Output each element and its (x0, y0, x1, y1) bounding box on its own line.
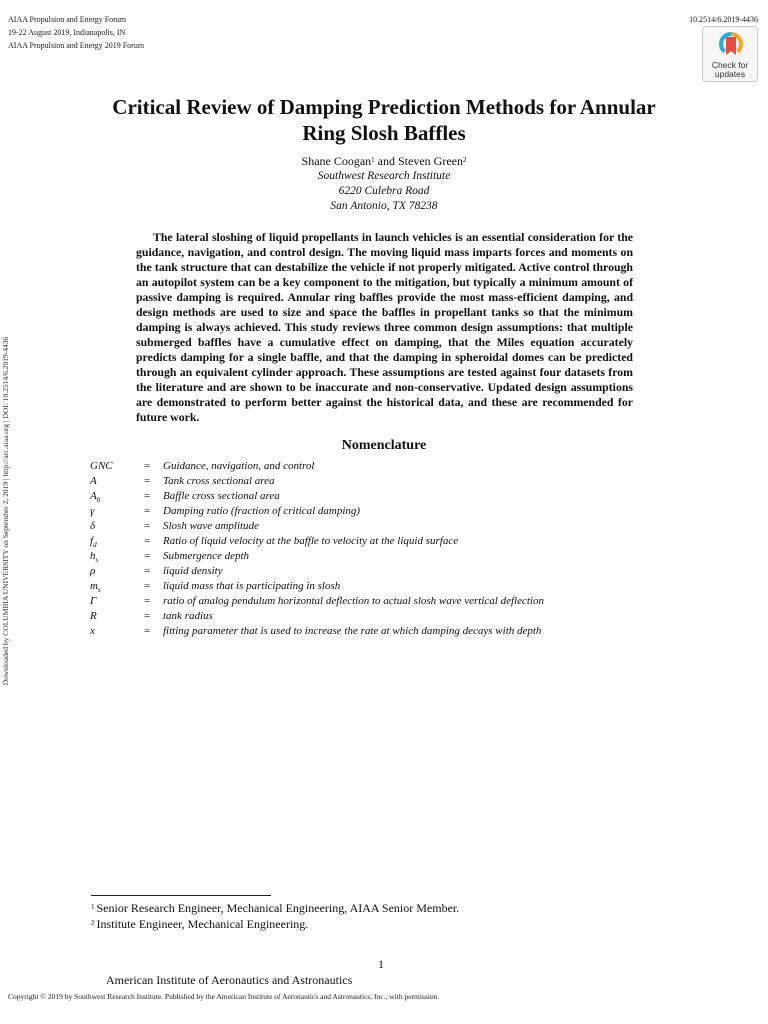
nomenclature-row (90, 459, 730, 474)
nomenclature-symbol-base: δ (90, 520, 96, 532)
nomenclature-definition: Tank cross sectional area (163, 475, 275, 487)
conference-dates: 19-22 August 2019, Indianapolis, IN (8, 28, 126, 37)
bookmark-icon (718, 31, 744, 59)
publisher-name: American Institute of Aeronautics and Astronautics (106, 973, 353, 987)
footnote-mark: 2 (91, 919, 95, 927)
author-joiner: and (377, 154, 395, 168)
nomenclature-equals: = (144, 475, 151, 487)
nomenclature-symbol (90, 504, 140, 519)
badge-label-line1: Check for (711, 60, 749, 70)
nomenclature-symbol-subscript: d (93, 541, 97, 550)
nomenclature-symbol-subscript: s (95, 556, 99, 565)
nomenclature-definition: fitting parameter that is used to increase the rate at which damping decays with depth (163, 625, 542, 637)
nomenclature-symbol-base: h (90, 550, 96, 562)
nomenclature-symbol (90, 594, 140, 609)
nomenclature-equals: = (144, 535, 151, 547)
affiliation (0, 169, 768, 214)
badge-label-line2: updates (714, 69, 746, 79)
nomenclature-symbol-base: Γ (90, 595, 97, 607)
author-2: Steven Green (398, 154, 463, 168)
affiliation-institution: Southwest Research Institute (317, 170, 451, 182)
nomenclature-equals: = (144, 595, 151, 607)
badge-label (703, 61, 757, 79)
nomenclature-equals: = (144, 580, 151, 592)
nomenclature-symbol (90, 459, 140, 474)
nomenclature-row (90, 549, 730, 564)
abstract: The lateral sloshing of liquid propellants in launch vehicles is an essential consideration for the guidance, navigation, and control design. The moving liquid mass imparts forces and moments on the tank structure that can destabilize the vehicle if not properly mitigated. Active control through an autopilot system can be a key component to the mitigation, but typically a minimum amount of passive damping is required. Annular ring baffles provide the most mass-efficient damping, and design methods are used to size and space the baffles in propellant tanks so that the minimum damping is always achieved. This study reviews three common design assumptions: that multiple submerged baffles have a cumulative effect on damping, that the Miles equation accurately predicts damping for a single baffle, and that the damping in spheroidal domes can be predicted through an equivalent cylinder approach. These assumptions are tested against four datasets from the literature and are shown to be inaccurate and non-conservative. Updated design assumptions are demonstrated to perform better against the historical data, and these are recommended for future work. (136, 230, 633, 424)
nomenclature-definition: liquid mass that is participating in slosh (163, 580, 341, 592)
nomenclature-equals: = (144, 460, 151, 472)
nomenclature-symbol-base: m (90, 580, 98, 592)
paper-title (64, 94, 704, 146)
nomenclature-row (90, 534, 730, 549)
copyright-notice: Copyright © 2019 by Southwest Research Institute. Published by the American Institute of Aeronautics and Astronautics, Inc., with permission. (8, 992, 440, 1001)
nomenclature-symbol-base: γ (90, 505, 95, 517)
nomenclature-row (90, 594, 730, 609)
nomenclature-definition: Guidance, navigation, and control (163, 460, 315, 472)
nomenclature-symbol (90, 474, 140, 489)
nomenclature-row (90, 504, 730, 519)
nomenclature-symbol-base: x (90, 625, 95, 637)
footnote-mark: 1 (91, 903, 95, 911)
nomenclature-row (90, 474, 730, 489)
footnote-2 (91, 917, 308, 932)
nomenclature-equals: = (144, 490, 151, 502)
nomenclature-definition: Slosh wave amplitude (163, 520, 259, 532)
nomenclature-symbol (90, 519, 140, 534)
nomenclature-definition: Submergence depth (163, 550, 250, 562)
nomenclature-symbol-base: R (90, 610, 97, 622)
nomenclature-symbol (90, 609, 140, 624)
nomenclature-row (90, 579, 730, 594)
conference-name: AIAA Propulsion and Energy Forum (8, 15, 127, 24)
authors (0, 153, 768, 169)
conference-forum: AIAA Propulsion and Energy 2019 Forum (8, 41, 145, 50)
nomenclature-symbol (90, 624, 140, 639)
nomenclature-equals: = (144, 505, 151, 517)
nomenclature-symbol-subscript: b (96, 496, 101, 505)
footnote-divider (91, 895, 271, 896)
doi-label[interactable]: 10.2514/6.2019-4436 (689, 15, 758, 24)
nomenclature-symbol-base: A (90, 475, 97, 487)
affiliation-street: 6220 Culebra Road (338, 185, 430, 197)
affiliation-city: San Antonio, TX 78238 (330, 200, 438, 212)
conference-header (8, 13, 144, 52)
download-stamp: Downloaded by COLUMBIA UNIVERSITY on September 2, 2019 | http://arc.aiaa.org | DOI: 10.2514/6.2019-4436 (1, 336, 10, 686)
nomenclature-heading: Nomenclature (341, 438, 427, 453)
nomenclature-equals: = (144, 625, 151, 637)
nomenclature-symbol-subscript: s (97, 586, 101, 595)
nomenclature-row (90, 489, 730, 504)
title-line-1: Critical Review of Damping Prediction Methods for Annular (112, 95, 656, 119)
nomenclature-definition: Ratio of liquid velocity at the baffle to velocity at the liquid surface (163, 535, 459, 547)
nomenclature-symbol-base: ρ (90, 565, 96, 577)
nomenclature-symbol-base: A (90, 490, 97, 502)
author-2-footnote-mark: 2 (462, 156, 467, 164)
nomenclature-row (90, 519, 730, 534)
nomenclature-definition: liquid density (163, 565, 223, 577)
author-1: Shane Coogan (301, 154, 372, 168)
author-1-footnote-mark: 1 (371, 156, 375, 164)
nomenclature-equals: = (144, 610, 151, 622)
nomenclature-equals: = (144, 520, 151, 532)
nomenclature-symbol-base: f (90, 535, 94, 547)
nomenclature-definition: Baffle cross sectional area (163, 490, 280, 502)
footnote-text: Senior Research Engineer, Mechanical Engineering, AIAA Senior Member. (96, 901, 460, 915)
nomenclature-equals: = (144, 565, 151, 577)
nomenclature-row (90, 564, 730, 579)
footnote-text: Institute Engineer, Mechanical Engineering. (96, 917, 309, 931)
nomenclature-row (90, 609, 730, 624)
nomenclature-symbol-base: GNC (90, 460, 113, 472)
check-for-updates-badge[interactable] (702, 26, 758, 82)
nomenclature-definition: ratio of analog pendulum horizontal deflection to actual slosh wave vertical deflection (163, 595, 544, 607)
footnote-1 (91, 901, 459, 916)
nomenclature-symbol (90, 564, 140, 579)
page-number: 1 (378, 957, 384, 971)
nomenclature-list (90, 459, 730, 639)
nomenclature-row (90, 624, 730, 639)
nomenclature-definition: tank radius (163, 610, 213, 622)
title-line-2: Ring Slosh Baffles (302, 121, 466, 145)
nomenclature-equals: = (144, 550, 151, 562)
nomenclature-definition: Damping ratio (fraction of critical damping) (163, 505, 361, 517)
